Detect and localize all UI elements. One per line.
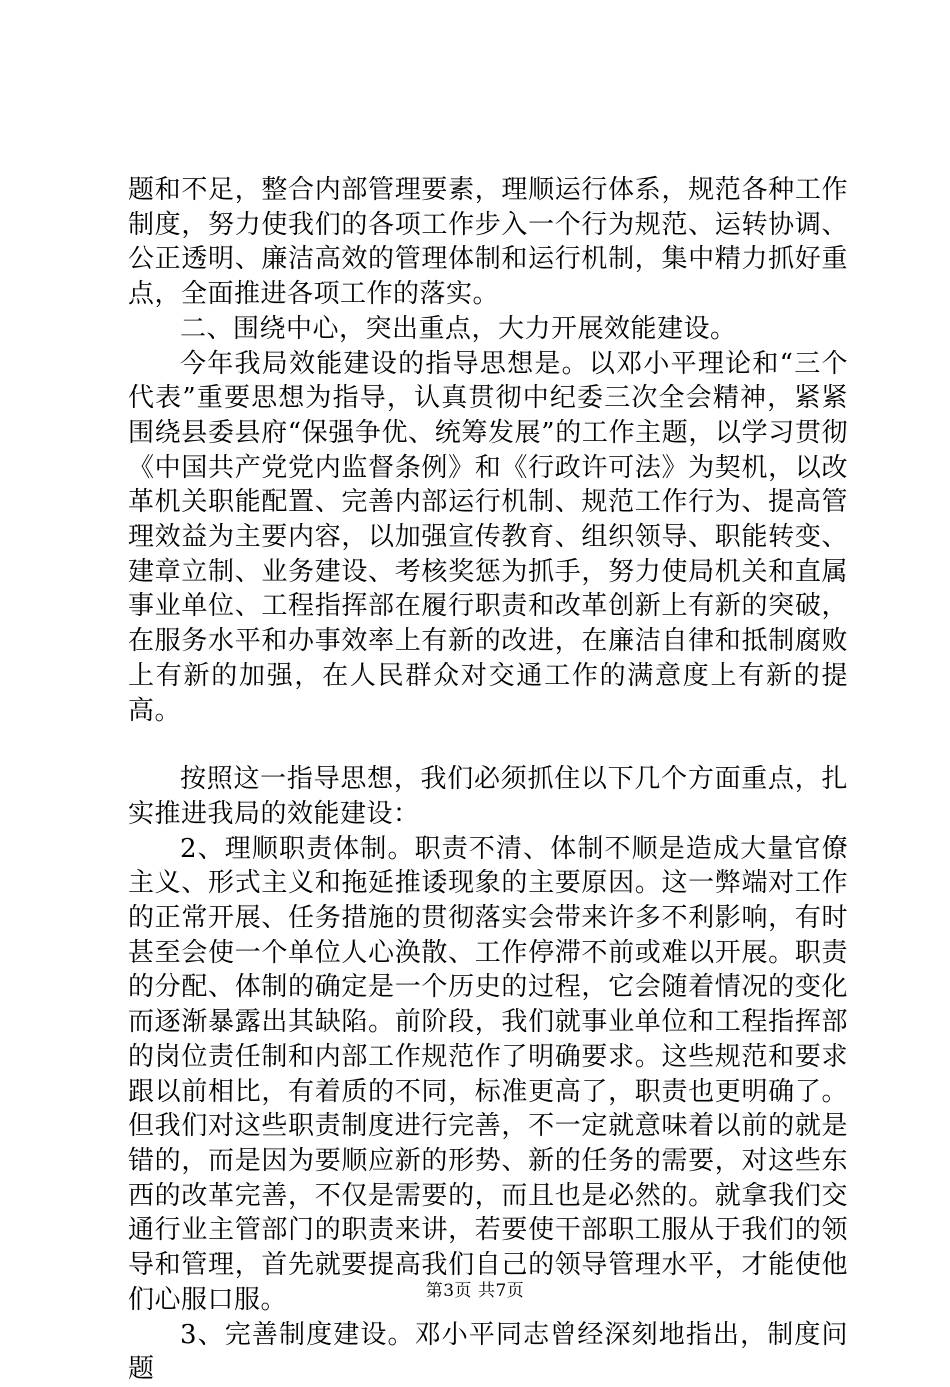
- document-body: [128, 173, 848, 1387]
- paragraph-guiding-thought: 今年我局效能建设的指导思想是。以邓小平理论和“三个代表”重要思想为指导，认真贯彻中纪委三次全会精神，紧紧围绕县委县府“保强争优、统筹发展”的工作主题，以学习贯彻《中国共产党党内监督条例》和《行政许可法》为契机，以改革机关职能配置、完善内部运行机制、规范工作行为、提高管理效益为主要内容，以加强宣传教育、组织领导、职能转变、建章立制、业务建设、考核奖惩为抓手，努力使局机关和直属事业单位、工程指挥部在履行职责和改革创新上有新的突破，在服务水平和办事效率上有新的改进，在廉洁自律和抵制腐败上有新的加强，在人民群众对交通工作的满意度上有新的提高。: [128, 348, 848, 726]
- paragraph-focus-points: 按照这一指导思想，我们必须抓住以下几个方面重点，扎实推进我局的效能建设：: [128, 764, 848, 829]
- paragraph-item-2: 2、理顺职责体制。职责不清、体制不顺是造成大量官僚主义、形式主义和拖延推诿现象的主要原因。这一弊端对工作的正常开展、任务措施的贯彻落实会带来许多不利影响，有时甚至会使一个单位人心涣散、工作停滞不前或难以开展。职责的分配、体制的确定是一个历史的过程，它会随着情况的变化而逐渐暴露出其缺陷。前阶段，我们就事业单位和工程指挥部的岗位责任制和内部工作规范作了明确要求。这些规范和要求跟以前相比，有着质的不同，标准更高了，职责也更明确了。但我们对这些职责制度进行完善，不一定就意味着以前的就是错的，而是因为要顺应新的形势、新的任务的需要，对这些东西的改革完善，不仅是需要的，而且也是必然的。就拿我们交通行业主管部门的职责来讲，若要使干部职工服从于我们的领导和管理，首先就要提高我们自己的领导管理水平，才能使他们心服口服。: [128, 833, 848, 1315]
- page-footer: 第3页 共7页: [425, 1281, 525, 1301]
- paragraph-item-3: 3、完善制度建设。邓小平同志曾经深刻地指出，制度问题: [128, 1319, 848, 1385]
- section-heading: 二、围绕中心，突出重点，大力开展效能建设。: [180, 313, 737, 344]
- paragraph-continuation: 题和不足，整合内部管理要素，理顺运行体系，规范各种工作制度，努力使我们的各项工作步入一个行为规范、运转协调、公正透明、廉洁高效的管理体制和运行机制，集中精力抓好重点，全面推进各项工作的落实。: [128, 175, 848, 310]
